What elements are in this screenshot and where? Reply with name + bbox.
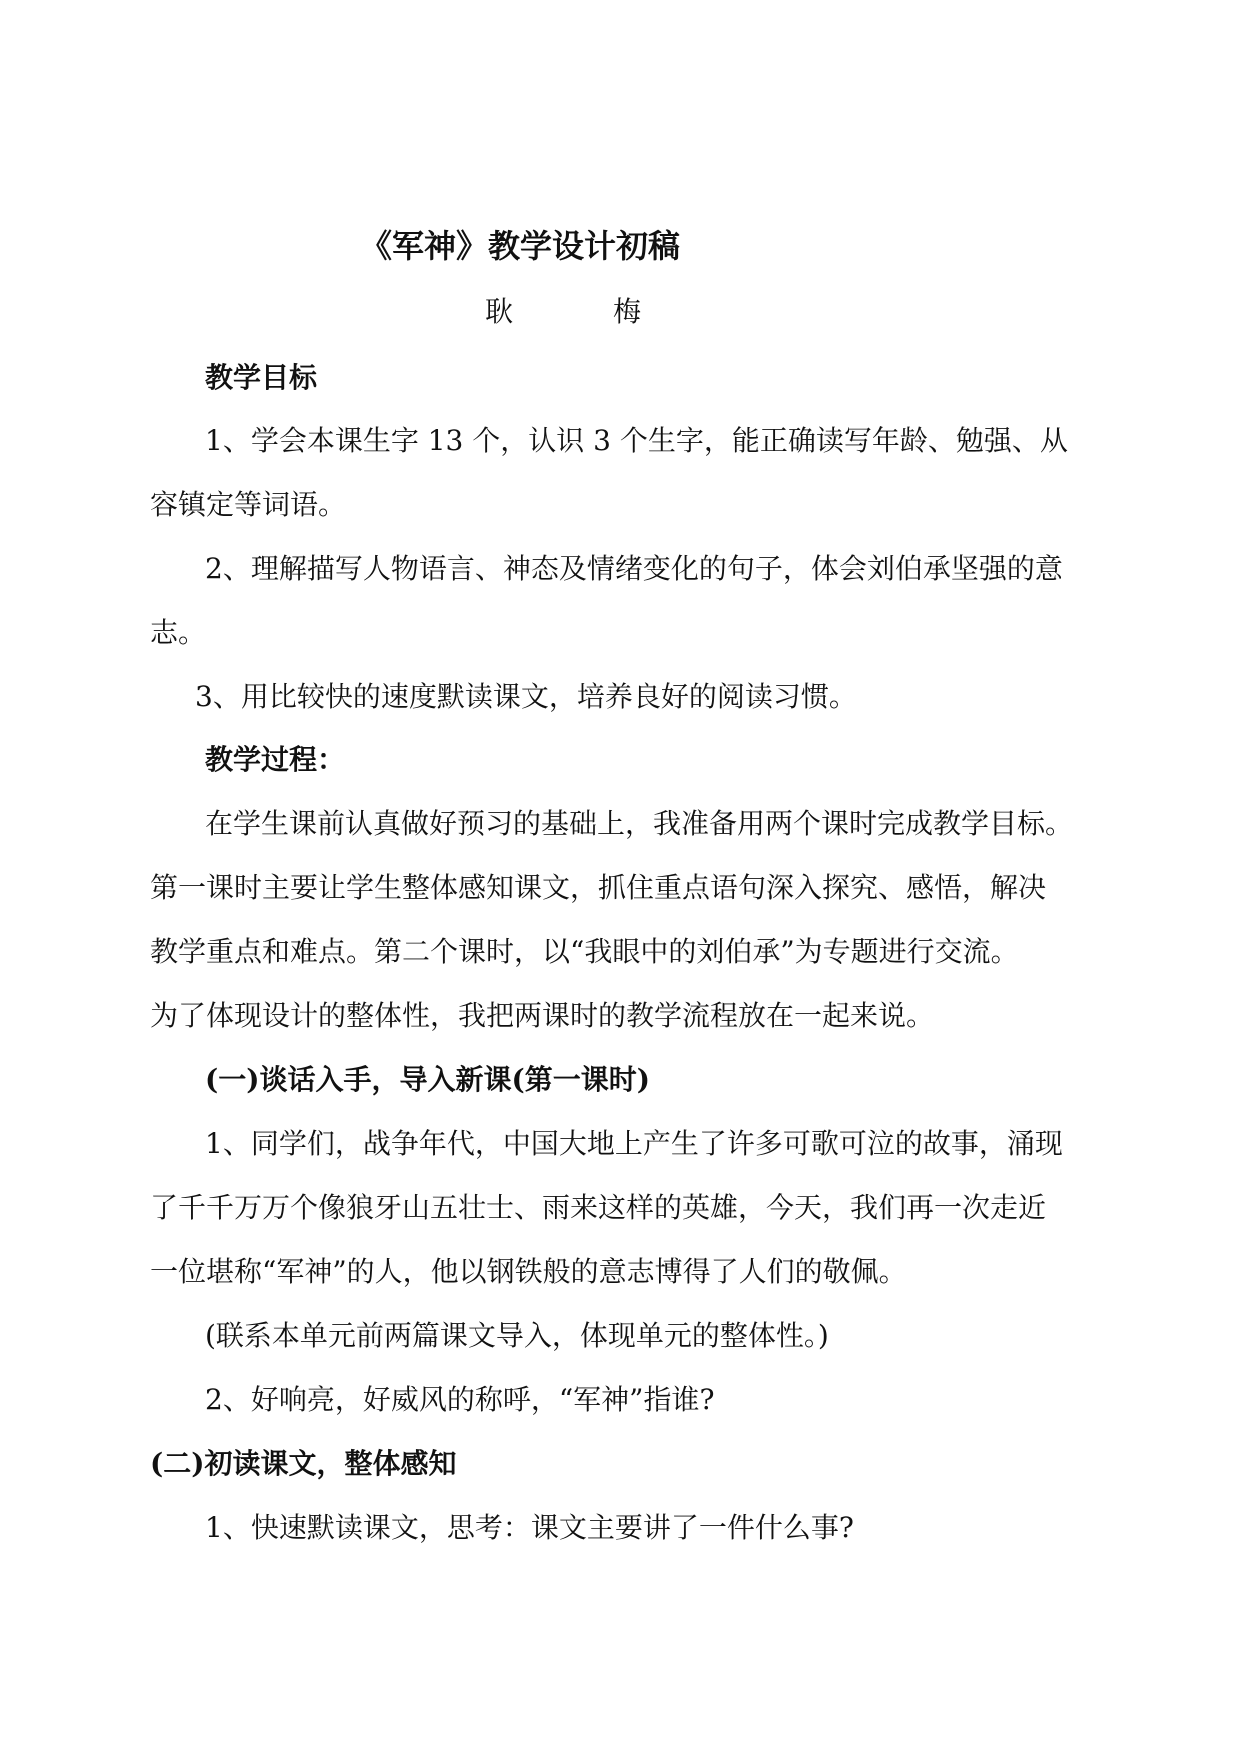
paragraph-line: 为了体现设计的整体性，我把两课时的教学流程放在一起来说。 [150, 999, 935, 1032]
paragraph-line: 在学生课前认真做好预习的基础上，我准备用两个课时完成教学目标。 [205, 807, 1074, 840]
document-title: 《军神》教学设计初稿 [360, 227, 681, 265]
heading-process: 教学过程： [205, 743, 346, 776]
paragraph-line: 了千千万万个像狼牙山五壮士、雨来这样的英雄，今天，我们再一次走近 [150, 1191, 1047, 1224]
paragraph-line: 一位堪称“军神”的人，他以钢铁般的意志博得了人们的敬佩。 [150, 1255, 907, 1288]
paragraph-line: 3、用比较快的速度默读课文，培养良好的阅读习惯。 [195, 680, 857, 713]
section-heading-1: (一)谈话入手，导入新课(第一课时) [205, 1063, 650, 1096]
paragraph-line: 容镇定等词语。 [150, 488, 347, 521]
paragraph-line: 2、好响亮，好威风的称呼，“军神”指谁? [205, 1383, 715, 1416]
paragraph-line: 1、同学们，战争年代，中国大地上产生了许多可歌可泣的故事，涌现 [205, 1127, 1063, 1160]
paragraph-line: 1、学会本课生字 13 个，认识 3 个生字，能正确读写年龄、勉强、从 [205, 424, 1068, 457]
section-heading-2: (二)初读课文，整体感知 [150, 1447, 457, 1480]
paragraph-line: 第一课时主要让学生整体感知课文，抓住重点语句深入探究、感悟，解决 [150, 871, 1047, 904]
paragraph-line: (联系本单元前两篇课文导入，体现单元的整体性。) [205, 1319, 829, 1352]
paragraph-line: 1、快速默读课文，思考：课文主要讲了一件什么事? [205, 1511, 854, 1544]
paragraph-line: 志。 [150, 616, 207, 649]
paragraph-line: 2、理解描写人物语言、神态及情绪变化的句子，体会刘伯承坚强的意 [205, 552, 1063, 585]
heading-objectives: 教学目标 [205, 361, 318, 394]
author-name: 耿 梅 [485, 295, 678, 328]
paragraph-line: 教学重点和难点。第二个课时，以“我眼中的刘伯承”为专题进行交流。 [150, 935, 1019, 968]
